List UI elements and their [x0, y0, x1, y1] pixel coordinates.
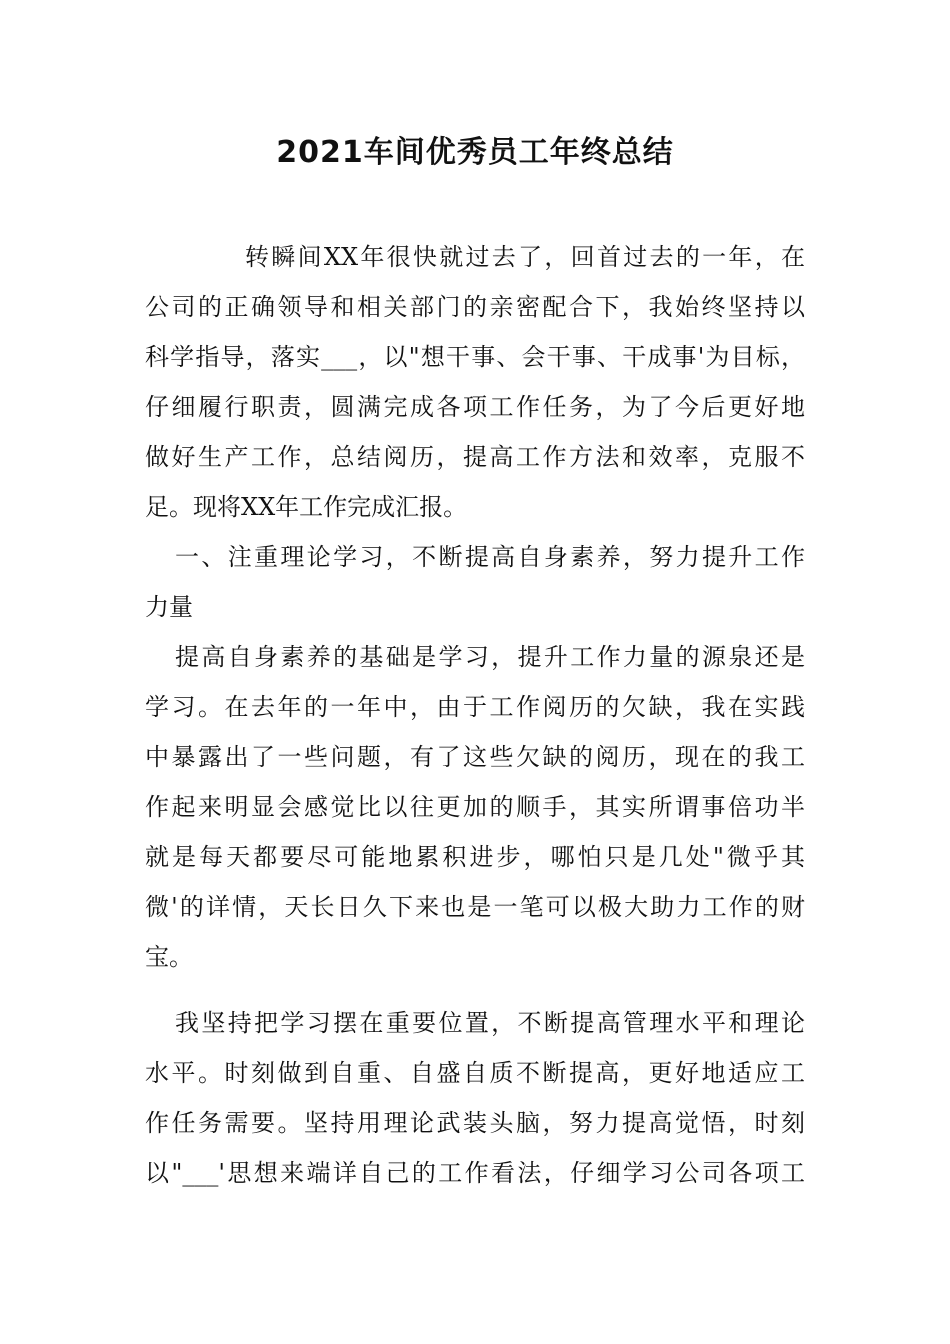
paragraph-learning: [145, 632, 805, 982]
text-line: 做好生产工作，总结阅历，提高工作方法和效率，克服不: [145, 443, 805, 471]
document-title: 2021车间优秀员工年终总结: [276, 135, 674, 170]
text-line: 足。现将XX年工作完成汇报。: [145, 493, 468, 521]
paragraph-commitment: [145, 998, 805, 1198]
document-body: [145, 232, 805, 1198]
text-line: 就是每天都要尽可能地累积进步，哪怕只是几处"微乎其: [145, 843, 805, 871]
text-line: 公司的正确领导和相关部门的亲密配合下，我始终坚持以: [145, 293, 805, 321]
text-line: 科学指导，落实___，以"想干事、会干事、干成事'为目标，: [145, 343, 805, 371]
text-line: 作起来明显会感觉比以往更加的顺手，其实所谓事倍功半: [145, 793, 805, 821]
section-heading-1: [145, 532, 805, 632]
text-line: 中暴露出了一些问题，有了这些欠缺的阅历，现在的我工: [145, 743, 805, 771]
text-line: 微'的详情，天长日久下来也是一笔可以极大助力工作的财: [145, 893, 805, 921]
text-line: 作任务需要。坚持用理论武装头脑，努力提高觉悟，时刻: [145, 1109, 805, 1137]
text-line: 提高自身素养的基础是学习，提升工作力量的源泉还是: [175, 643, 805, 671]
text-line: 学习。在去年的一年中，由于工作阅历的欠缺，我在实践: [145, 693, 805, 721]
text-line: 一、注重理论学习，不断提高自身素养，努力提升工作: [175, 543, 805, 571]
text-line: 水平。时刻做到自重、自盛自质不断提高，更好地适应工: [145, 1059, 805, 1087]
text-line: 仔细履行职责，圆满完成各项工作任务，为了今后更好地: [145, 393, 805, 421]
text-line: 以"___'思想来端详自己的工作看法，仔细学习公司各项工: [145, 1159, 805, 1187]
text-line: 转瞬间XX年很快就过去了，回首过去的一年，在: [245, 243, 805, 271]
text-line: 力量: [145, 593, 193, 621]
text-line: 宝。: [145, 943, 193, 971]
paragraph-intro: [145, 232, 805, 532]
text-line: 我坚持把学习摆在重要位置，不断提高管理水平和理论: [175, 1009, 805, 1037]
